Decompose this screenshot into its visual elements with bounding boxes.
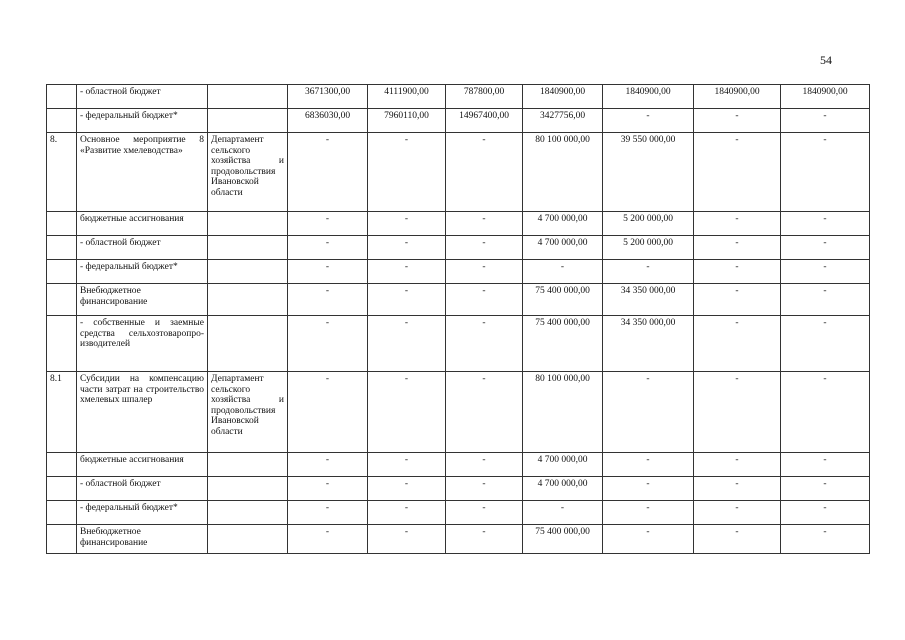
amount-cell: - [781, 260, 870, 284]
amount-cell: - [523, 260, 603, 284]
responsible-cell [208, 212, 288, 236]
amount-cell: - [446, 236, 523, 260]
amount-cell: - [603, 525, 694, 554]
amount-cell: 3427756,00 [523, 109, 603, 133]
amount-cell: - [446, 284, 523, 316]
amount-cell: - [446, 525, 523, 554]
amount-cell: - [288, 212, 368, 236]
amount-cell: - [781, 109, 870, 133]
page-number: 54 [820, 53, 832, 67]
amount-cell: - [781, 212, 870, 236]
amount-cell: - [781, 133, 870, 212]
table-row [47, 133, 870, 212]
amount-cell: - [781, 453, 870, 477]
amount-cell: - [694, 501, 781, 525]
amount-cell: - [368, 133, 446, 212]
amount-cell: - [781, 316, 870, 372]
amount-cell: - [368, 236, 446, 260]
amount-cell: - [781, 477, 870, 501]
amount-cell: - [603, 109, 694, 133]
row-number-cell [47, 260, 77, 284]
responsible-cell [208, 109, 288, 133]
amount-cell: - [288, 372, 368, 453]
amount-cell: - [288, 316, 368, 372]
row-number-cell [47, 525, 77, 554]
row-number-cell [47, 477, 77, 501]
amount-cell: - [694, 109, 781, 133]
amount-cell: - [368, 525, 446, 554]
amount-cell: - [288, 284, 368, 316]
amount-cell: - [603, 501, 694, 525]
responsible-cell [208, 85, 288, 109]
responsible-cell [208, 453, 288, 477]
amount-cell: - [446, 260, 523, 284]
amount-cell: 80 100 000,00 [523, 372, 603, 453]
responsible-cell: Департамент сельского хозяйства и продовольствия Ивановской области [208, 372, 288, 453]
table-row [47, 372, 870, 453]
row-number-cell: 8.1 [47, 372, 77, 453]
amount-cell: - [368, 477, 446, 501]
amount-cell: - [694, 284, 781, 316]
row-number-cell: 8. [47, 133, 77, 212]
table-row [47, 477, 870, 501]
amount-cell: - [694, 372, 781, 453]
amount-cell: 75 400 000,00 [523, 525, 603, 554]
activity-name-cell: бюджетные ассигнования [77, 453, 208, 477]
amount-cell: 1840900,00 [694, 85, 781, 109]
activity-name-cell: - областной бюджет [77, 85, 208, 109]
activity-name-cell: Внебюджетное финансирование [77, 525, 208, 554]
amount-cell: - [446, 501, 523, 525]
responsible-cell [208, 284, 288, 316]
amount-cell: - [603, 453, 694, 477]
activity-name-cell: - областной бюджет [77, 236, 208, 260]
row-number-cell [47, 453, 77, 477]
table-row [47, 260, 870, 284]
amount-cell: 5 200 000,00 [603, 236, 694, 260]
table-row [47, 501, 870, 525]
row-number-cell [47, 212, 77, 236]
responsible-cell [208, 477, 288, 501]
responsible-cell [208, 260, 288, 284]
amount-cell: - [694, 236, 781, 260]
amount-cell: 14967400,00 [446, 109, 523, 133]
amount-cell: - [694, 525, 781, 554]
amount-cell: - [446, 212, 523, 236]
amount-cell: 4 700 000,00 [523, 212, 603, 236]
amount-cell: - [368, 284, 446, 316]
amount-cell: - [368, 260, 446, 284]
amount-cell: 75 400 000,00 [523, 316, 603, 372]
table-row [47, 236, 870, 260]
amount-cell: - [368, 501, 446, 525]
amount-cell: - [694, 212, 781, 236]
amount-cell: - [288, 133, 368, 212]
activity-name-cell: - федеральный бюджет* [77, 260, 208, 284]
amount-cell: - [603, 477, 694, 501]
amount-cell: - [446, 316, 523, 372]
amount-cell: - [694, 453, 781, 477]
amount-cell: 34 350 000,00 [603, 316, 694, 372]
table-row [47, 109, 870, 133]
table-row [47, 212, 870, 236]
amount-cell: - [446, 372, 523, 453]
amount-cell: 4 700 000,00 [523, 477, 603, 501]
amount-cell: - [781, 501, 870, 525]
amount-cell: - [368, 316, 446, 372]
amount-cell: - [288, 501, 368, 525]
amount-cell: - [288, 236, 368, 260]
responsible-cell: Департамент сельского хозяйства и продовольствия Ивановской области [208, 133, 288, 212]
table-row [47, 85, 870, 109]
responsible-cell [208, 525, 288, 554]
amount-cell: - [694, 260, 781, 284]
amount-cell: 5 200 000,00 [603, 212, 694, 236]
amount-cell: - [446, 453, 523, 477]
amount-cell: 1840900,00 [603, 85, 694, 109]
amount-cell: 1840900,00 [523, 85, 603, 109]
responsible-cell [208, 236, 288, 260]
activity-name-cell: - федеральный бюджет* [77, 109, 208, 133]
amount-cell: 75 400 000,00 [523, 284, 603, 316]
row-number-cell [47, 316, 77, 372]
amount-cell: - [368, 212, 446, 236]
activity-name-cell: - областной бюджет [77, 477, 208, 501]
amount-cell: 39 550 000,00 [603, 133, 694, 212]
amount-cell: 787800,00 [446, 85, 523, 109]
activity-name-cell: Внебюджетное финансирование [77, 284, 208, 316]
amount-cell: - [368, 372, 446, 453]
table-row [47, 525, 870, 554]
amount-cell: - [603, 372, 694, 453]
amount-cell: - [694, 316, 781, 372]
amount-cell: - [781, 525, 870, 554]
activity-name-cell: Основное мероприятие 8 «Развитие хмелеводства» [77, 133, 208, 212]
row-number-cell [47, 236, 77, 260]
budget-table [46, 84, 870, 554]
amount-cell: 1840900,00 [781, 85, 870, 109]
amount-cell: - [781, 284, 870, 316]
table-row [47, 453, 870, 477]
amount-cell: 80 100 000,00 [523, 133, 603, 212]
amount-cell: - [288, 260, 368, 284]
row-number-cell [47, 501, 77, 525]
activity-name-cell: Субсидии на компенсацию части затрат на строительство хмелевых шпалер [77, 372, 208, 453]
amount-cell: - [603, 260, 694, 284]
activity-name-cell: бюджетные ассигнования [77, 212, 208, 236]
activity-name-cell: - федеральный бюджет* [77, 501, 208, 525]
amount-cell: - [781, 236, 870, 260]
amount-cell: 4 700 000,00 [523, 236, 603, 260]
table-row [47, 284, 870, 316]
amount-cell: - [288, 453, 368, 477]
amount-cell: 7960110,00 [368, 109, 446, 133]
amount-cell: - [446, 133, 523, 212]
amount-cell: - [694, 477, 781, 501]
responsible-cell [208, 316, 288, 372]
amount-cell: - [368, 453, 446, 477]
amount-cell: - [694, 133, 781, 212]
amount-cell: 6836030,00 [288, 109, 368, 133]
responsible-cell [208, 501, 288, 525]
amount-cell: 4 700 000,00 [523, 453, 603, 477]
row-number-cell [47, 284, 77, 316]
amount-cell: 34 350 000,00 [603, 284, 694, 316]
amount-cell: - [523, 501, 603, 525]
amount-cell: - [446, 477, 523, 501]
row-number-cell [47, 109, 77, 133]
amount-cell: 3671300,00 [288, 85, 368, 109]
row-number-cell [47, 85, 77, 109]
amount-cell: 4111900,00 [368, 85, 446, 109]
amount-cell: - [288, 525, 368, 554]
table-row [47, 316, 870, 372]
amount-cell: - [288, 477, 368, 501]
amount-cell: - [781, 372, 870, 453]
activity-name-cell: - собственные и заемные средства сельхозтоваропро-изводителей [77, 316, 208, 372]
